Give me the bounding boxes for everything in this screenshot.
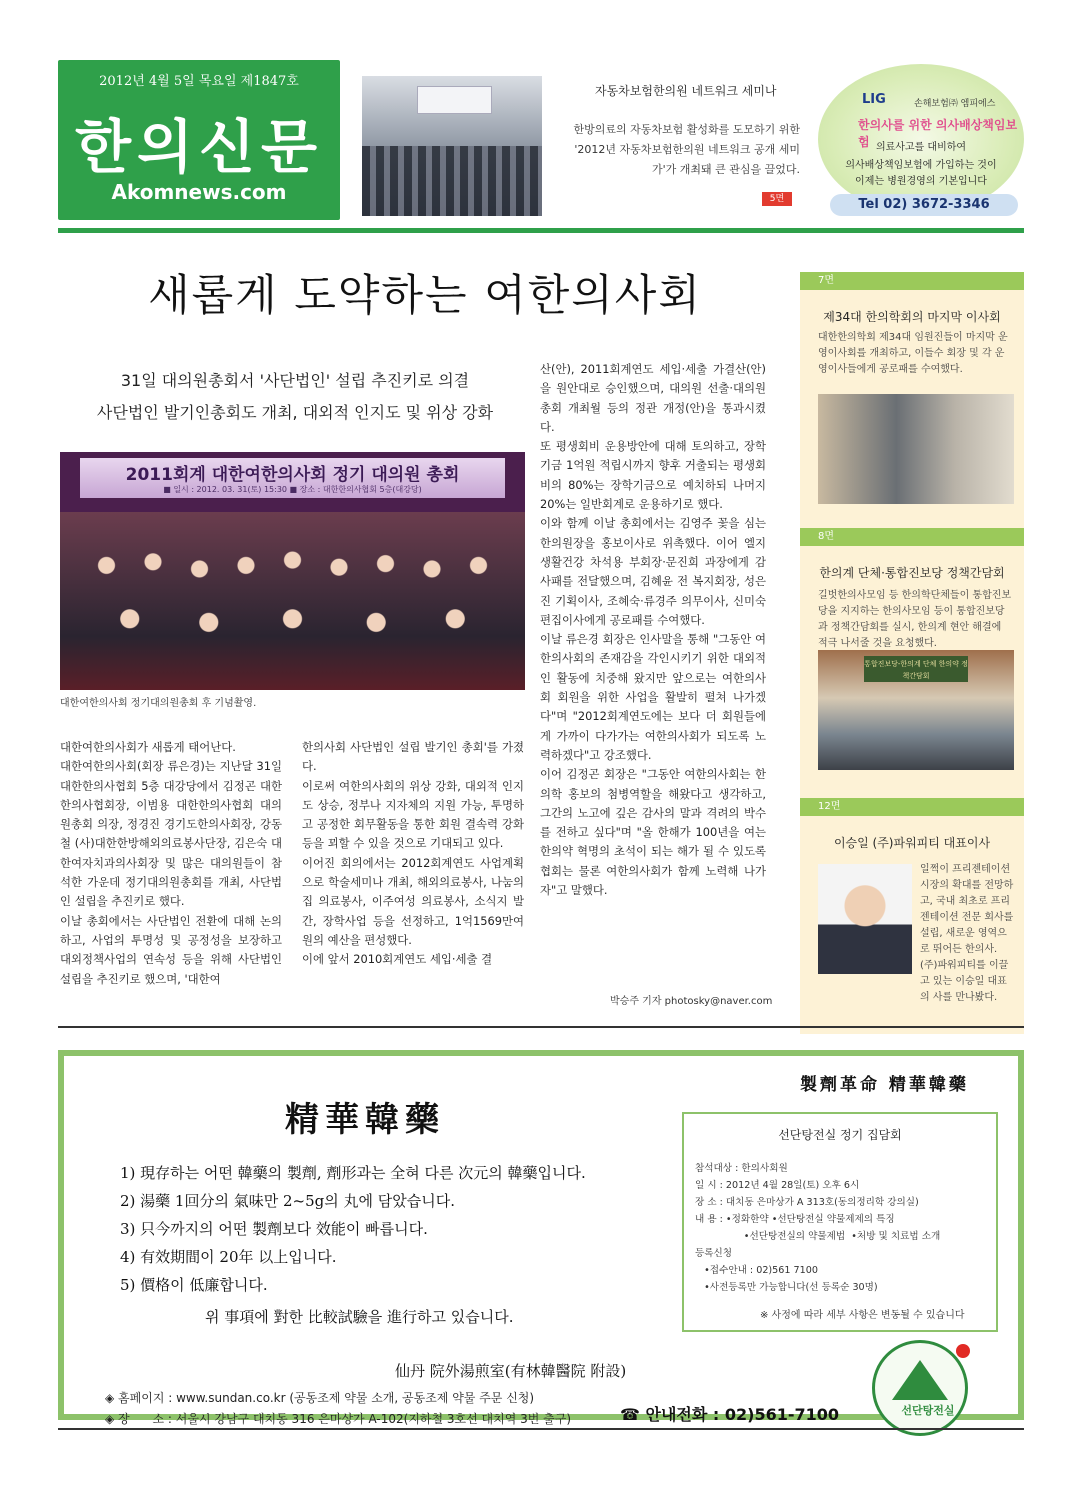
article-headline: 새롭게 도약하는 여한의사회 (148, 271, 702, 321)
article-column-left: 대한여한의사회가 새롭게 태어난다. 대한여한의사회(회장 류은경)는 지난달 31일 대한한의사협회 5층 대강당에서 김정곤 대한한의사협회장, 이범용 대한한의사협회 대의원총회 의장, 정경진 경기도한의사회장, 강동철 (사)대한한방해외의료봉사단장, 김은숙 대한여자치과의사회장 및 많은 대의원들이 참석한 가운데 정기대의원총회를 개최, 사단법인 설립을 추진키로 했다. 이날 총회에서는 사단법인 전환에 대해 논의하고, 사업의 투명성 및 공정성을 보장하고 대외정책사업의 연속성 등을 위해 사단법인 설립을 추진키로 했으며, '대한여 (60, 740, 282, 986)
event-line: 장 소 : 대치동 은마상가 A 313호(동의정리학 강의실) (695, 1197, 919, 1208)
sidebar-item-body: 길벗한의사모임 등 한의학단체들이 통합진보당을 지지하는 한의사모임 등이 통합진보당과 정책간담회를 실시, 한의계 현안 해결에 적극 나서줄 것을 요청했다. (818, 590, 1012, 649)
meeting-banner: 통합진보당-한의계 단체 한의약 정책간담회 (864, 656, 968, 682)
sidebar-page-tag: 8면 (800, 528, 1024, 546)
lig-tel: Tel 02) 3672-3346 (830, 194, 1018, 216)
photo-banner-text: 2011회계 대한여한의사회 정기 대의원 총회 (125, 465, 460, 485)
top-divider (58, 228, 1024, 233)
ad-address: ◈ 장 소 : 서울시 강남구 대치동 316 은마상가 A-102(지하철 3호선 대치역 3번 출구) (105, 1412, 572, 1426)
sidebar-item-body: 일쩍이 프리젠테이션 시장의 확대를 전망하고, 국내 최초로 프리젠테이션 전문 회사를 설립, 새로운 영역으로 뛰어든 한의사. (주)파워피티를 이끌고 있는 이승일 대표의 사를 만나봤다. (920, 864, 1014, 1003)
ad-phone: ☎ 안내전화 : 02)561-7100 (620, 1405, 840, 1424)
ad-note: 위 事項에 對한 比較試驗을 進行하고 있습니다. (205, 1308, 514, 1326)
photo-banner (80, 458, 505, 498)
lig-line: 이제는 병원경영의 기본입니다 (855, 176, 987, 187)
lig-insurance-ad[interactable] (818, 64, 1024, 222)
lig-logo: LIG (862, 92, 886, 107)
lig-headline: 한의사를 위한 의사배상책임보험 (858, 118, 1018, 149)
article-column-middle: 한의사회 사단법인 설립 발기인 총회'를 가졌다. 이로써 여한의사회의 위상 강화, 대외적 인지도 상승, 정부나 지자체의 지원 가능, 투명하고 공정한 회무활동을 통한 회원 결속력 강화 등을 꾀할 수 있을 것으로 기대되고 있다. 이어진 회의에서는 2012회계연도 사업계획으로 학술세미나 개최, 해외의료봉사, 나눔의 집 의료봉사, 이주여성 의료봉사, 소식지 발간, 장학사업 등을 선정하고, 1억1569만여원의 예산을 편성했다. 이에 앞서 2010회계연도 세입·세출 결 (302, 740, 524, 967)
teaser-body: 한방의료의 자동차보험 활성화를 도모하기 위한 '2012년 자동차보험한의원 네트워크 공개 세미가'가 개최돼 큰 관심을 끌었다. (573, 123, 800, 176)
newspaper-name: 한의신문 (74, 113, 324, 181)
bottom-divider (58, 1428, 1024, 1430)
masthead (58, 60, 340, 220)
ad-homepage[interactable]: ◈ 홈페이지 : www.sundan.co.kr (공동조제 약물 소개, 공동조제 약물 주문 신청) (105, 1391, 535, 1405)
sidebar-photo-award (818, 394, 1014, 504)
newspaper-url: Akomnews.com (111, 180, 287, 204)
lig-brand-sub: 손해보험㈜ 엠피에스 (914, 99, 996, 109)
ad-feature-item: 1) 現存하는 어떤 韓藥의 製劑, 劑形과는 全혀 다른 次元의 韓藥입니다. (120, 1164, 586, 1182)
ad-tagline: 製劑革命 精華韓藥 (800, 1075, 969, 1095)
event-note: ※ 사정에 따라 세부 사항은 변동될 수 있습니다 (760, 1310, 965, 1321)
ad-feature-item: 4) 有效期間이 20年 以上입니다. (120, 1248, 337, 1266)
sidebar-photo-portrait (818, 864, 912, 974)
article-subheadline: 사단법인 발기인총회도 개최, 대외적 인지도 및 위상 강화 (96, 403, 494, 422)
sidebar-item-title[interactable]: 이승일 (주)파워피티 대표이사 (833, 836, 991, 850)
teaser-title: 자동차보험한의원 네트워크 세미나 (595, 84, 777, 98)
issue-date: 2012년 4월 5일 목요일 제1847호 (99, 74, 299, 89)
section-divider (58, 1026, 1024, 1028)
photo-banner-detail: ■ 일시 : 2012. 03. 31(토) 15:30 ■ 장소 : 대한한의사협회 5층(대강당) (163, 485, 422, 494)
ad-title: 精華韓藥 (285, 1100, 445, 1140)
event-line: 참석대상 : 한의사회원 (695, 1163, 788, 1174)
lig-line: 의사배상책임보험에 가입하는 것이 (845, 160, 997, 171)
group-photo (60, 452, 525, 690)
event-title: 선단탕전실 정기 집담회 (778, 1128, 902, 1142)
event-line: 일 시 : 2012년 4월 28일(토) 오후 6시 (695, 1180, 860, 1191)
sidebar-item-title[interactable]: 제34대 한의학회의 마지막 이사회 (823, 310, 1001, 324)
event-line: •선단탕전실의 약물제법 •처방 및 치료법 소개 (695, 1231, 941, 1242)
seal-text: 선단탕전실 (901, 1404, 955, 1417)
sidebar-photo-meeting (818, 650, 1014, 770)
sidebar-page-tag: 12면 (800, 798, 1024, 816)
ad-feature-item: 3) 只今까지의 어떤 製劑보다 效能이 빠릅니다. (120, 1220, 428, 1238)
sidebar-page-tag: 7면 (800, 272, 1024, 290)
lig-line: 의료사고를 대비하여 (875, 142, 967, 153)
ad-feature-item: 2) 湯藥 1回分의 氣味만 2~5g의 丸에 담았습니다. (120, 1192, 455, 1210)
sun-icon (956, 1344, 970, 1358)
event-line: 내 용 : •정화한약 •선단탕전실 약물제제의 특징 (695, 1214, 895, 1225)
article-byline: 박승주 기자 photosky@naver.com (610, 996, 773, 1007)
ad-clinic-name: 仙丹 院外湯煎室(有林韓醫院 附設) (395, 1362, 627, 1380)
sidebar-item-title[interactable]: 한의계 단체·통합진보당 정책간담회 (819, 566, 1005, 580)
event-line: 등록신청 (695, 1248, 733, 1259)
article-subheadline: 31일 대의원총회서 '사단법인' 설립 추진키로 의결 (120, 371, 470, 390)
photo-crowd (60, 512, 525, 690)
event-line: •접수안내 : 02)561 7100 (695, 1265, 818, 1276)
ad-feature-item: 5) 價格이 低廉합니다. (120, 1276, 268, 1294)
event-line: •사전등록만 가능합니다(선 등록순 30명) (695, 1282, 878, 1293)
sidebar (800, 272, 1024, 1034)
article-column-right: 산(안), 2011회계연도 세입·세출 가결산(안)을 원안대로 승인했으며, 대의원 선출·대의원 총회 개최월 등의 정관 개정(안)을 통과시켰다. 또 평생회비 운용방안에 대해 토의하고, 장학기금 1억원 적립시까지 향후 거출되는 평생회비의 80%는 장학기금으로 예치하되 나머지 20%는 일반회계로 운용하기로 했다. 이와 함께 이날 총회에서는 김영주 꽃을 심는한의원장을 홍보이사로 위촉했다. 이어 엘지생활건강 차석용 부회장·문진희 과장에게 감사패를 전달했으며, 김혜윤 전 복지회장, 성은진 기획이사, 조혜숙·류경주 의무이사, 신미숙 편집이사에게 공로패를 수여했다. 이날 류은경 회장은 인사말을 통해 "그동안 여한의사회의 존재감을 각인시키기 위한 대외적인 활동에 치중해 왔지만 앞으로는 여한의사회 회원을 위한 사업을 활발히 펼쳐 나가겠다"며 "2012회계연도에는 보다 더 회원들에게 가까이 다가가는 여한의사회가 되도록 노력하겠다"고 강조했다. 이어 김정곤 회장은 "그동안 여한의사회는 한의학 홍보의 첨병역할을 해왔다고 생각하고, 그간의 노고에 깊은 감사의 말과 격려의 박수를 전하고 싶다"며 "올 한해가 100년을 여는 한의약 혁명의 초석이 되는 해가 될 수 있도록 협회는 물론 여한의사회가 함께 노력해 나가자"고 말했다. (540, 362, 766, 898)
sidebar-item-body: 대한한의학회 제34대 임원진들이 마지막 운영이사회를 개최하고, 이들수 회장 및 각 운영이사들에게 공로패를 수여했다. (818, 332, 1008, 375)
seminar-photo (362, 76, 542, 216)
mountain-icon (892, 1360, 948, 1400)
teaser-page-badge: 5면 (762, 192, 792, 206)
photo-caption: 대한여한의사회 정기대의원총회 후 기념촬영. (60, 698, 257, 709)
